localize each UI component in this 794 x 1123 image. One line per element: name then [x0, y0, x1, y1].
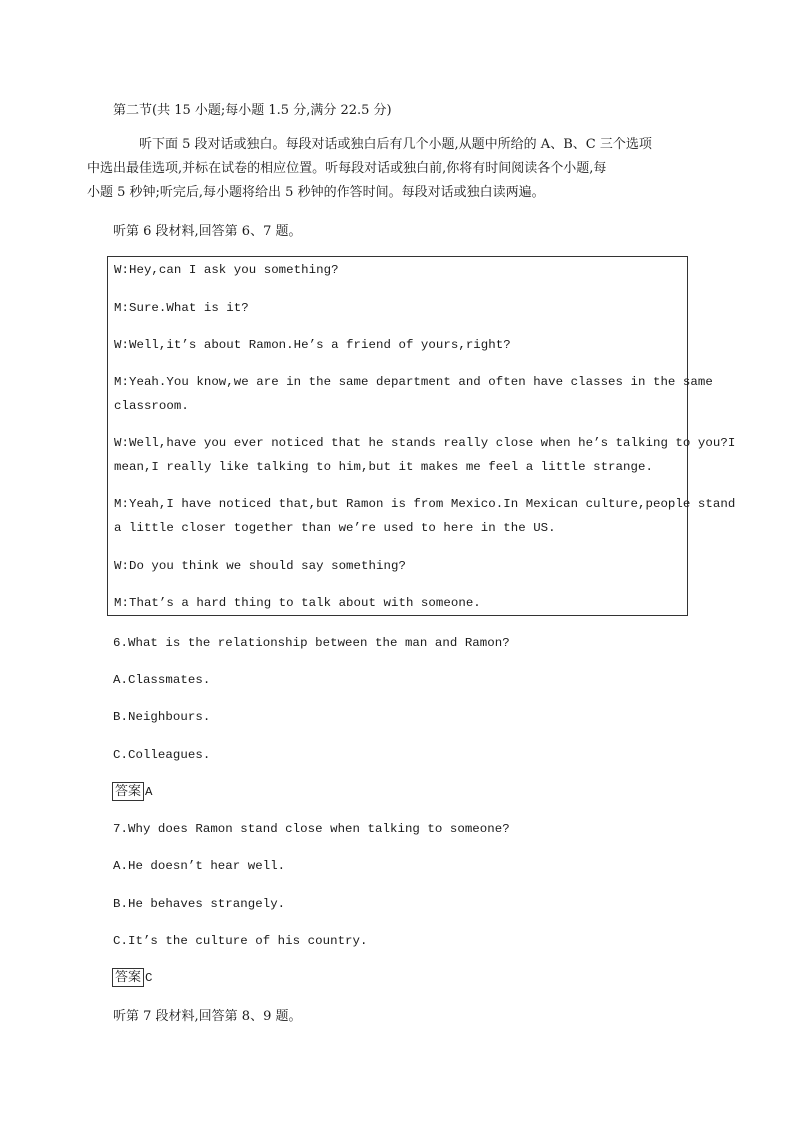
instructions-line-3: 小题 5 秒钟;听完后,每小题将给出 5 秒钟的作答时间。每段对话或独白读两遍。: [87, 185, 545, 200]
section-title: 第二节(共 15 小题;每小题 1.5 分,满分 22.5 分): [113, 103, 392, 118]
passage-7-intro: 听第 7 段材料,回答第 8、9 题。: [113, 1009, 302, 1024]
question-7: 7.Why does Ramon stand close when talking to someone?: [113, 822, 510, 836]
dialogue-line: W:Well,it’s about Ramon.He’s a friend of yours,right?: [114, 338, 511, 352]
instructions-line-2: 中选出最佳选项,并标在试卷的相应位置。听每段对话或独白前,你将有时间阅读各个小题,每: [87, 161, 607, 176]
instructions-line-1: 听下面 5 段对话或独白。每段对话或独白后有几个小题,从题中所给的 A、B、C 三个选项: [139, 137, 652, 152]
dialogue-line: M:Sure.What is it?: [114, 301, 249, 315]
question-7-answer: [112, 968, 153, 987]
answer-value: A: [145, 784, 153, 799]
answer-label: 答案: [112, 968, 144, 987]
question-6: 6.What is the relationship between the man and Ramon?: [113, 636, 510, 650]
answer-value: C: [145, 970, 153, 985]
dialogue-line: W:Hey,can I ask you something?: [114, 263, 339, 277]
question-6-option-c: C.Colleagues.: [113, 748, 211, 762]
dialogue-line: mean,I really like talking to him,but it makes me feel a little strange.: [114, 460, 653, 474]
dialogue-line: M:Yeah,I have noticed that,but Ramon is from Mexico.In Mexican culture,people stand: [114, 497, 736, 511]
question-6-option-a: A.Classmates.: [113, 673, 211, 687]
instructions: [87, 133, 693, 205]
question-7-option-b: B.He behaves strangely.: [113, 897, 286, 911]
question-7-option-c: C.It’s the culture of his country.: [113, 934, 368, 948]
question-7-option-a: A.He doesn’t hear well.: [113, 859, 286, 873]
dialogue-box: [107, 256, 736, 616]
question-6-answer: [112, 782, 153, 801]
dialogue-line: classroom.: [114, 399, 189, 413]
dialogue-line: W:Do you think we should say something?: [114, 559, 406, 573]
passage-6-intro: 听第 6 段材料,回答第 6、7 题。: [113, 224, 302, 239]
question-6-option-b: B.Neighbours.: [113, 710, 211, 724]
dialogue-line: M:That’s a hard thing to talk about with someone.: [114, 596, 481, 610]
instructions-paragraph: [87, 133, 693, 205]
dialogue-line: W:Well,have you ever noticed that he stands really close when he’s talking to you?I: [114, 436, 736, 450]
dialogue-line: M:Yeah.You know,we are in the same department and often have classes in the same: [114, 375, 713, 389]
dialogue-line: a little closer together than we’re used to here in the US.: [114, 521, 556, 535]
answer-label: 答案: [112, 782, 144, 801]
